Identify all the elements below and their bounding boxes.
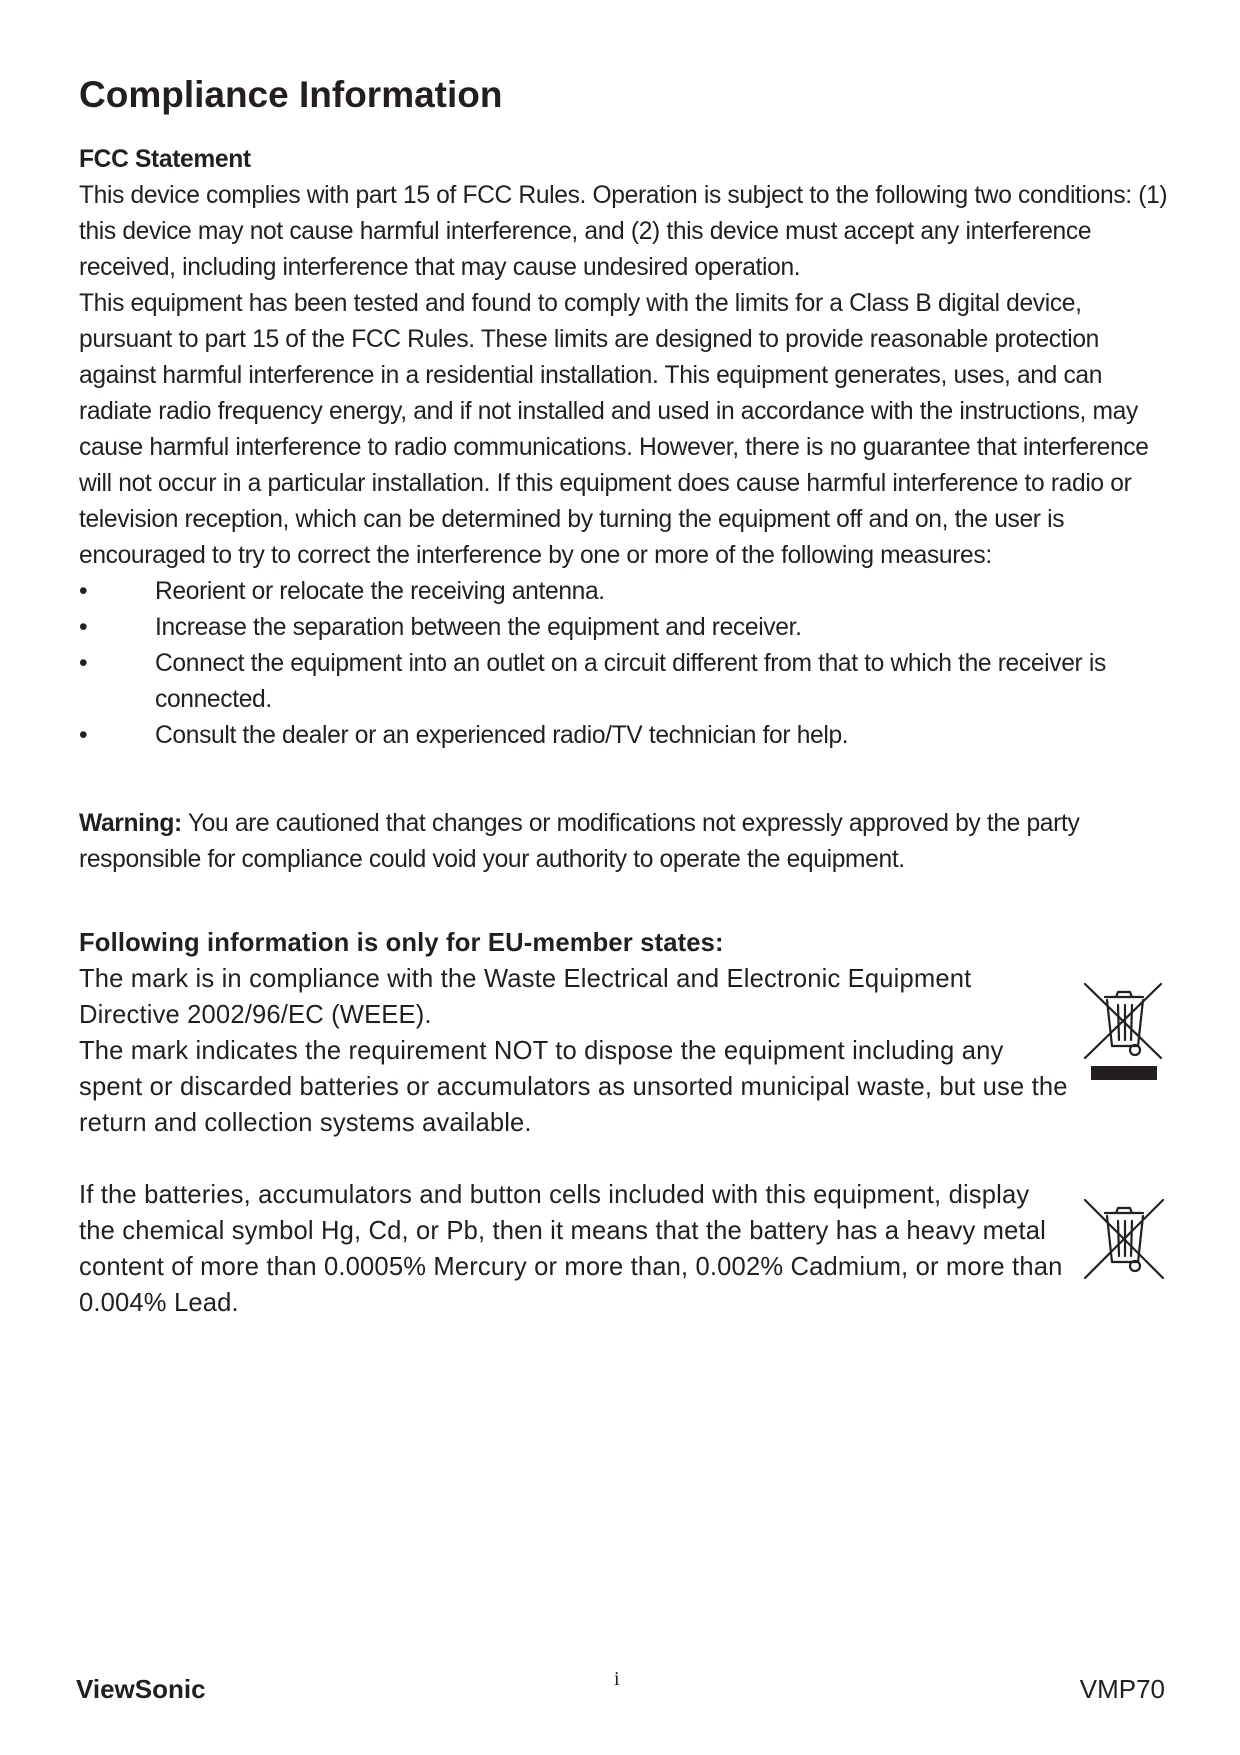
list-item [79, 646, 1169, 718]
fcc-paragraph: This device complies with part 15 of FCC Rules. Operation is subject to the following two conditions: (1) this device may not cause harmful interference, and (2) this device must accept any interference received, including interference that may cause undesired operation. [79, 182, 1168, 281]
measure-text: Connect the equipment into an outlet on a circuit different from that to which the receiver is connected. [155, 650, 1106, 713]
footer-page-number: i [614, 1668, 620, 1690]
list-item [79, 574, 1169, 610]
warning-notice [79, 806, 1169, 878]
bullet-icon: • [79, 650, 88, 677]
fcc-statement-section [79, 142, 1169, 754]
warning-label: Warning: [79, 810, 182, 837]
battery-crossed-bin-icon [1083, 1196, 1165, 1282]
eu-paragraph: The mark is in compliance with the Waste Electrical and Electronic Equipment Directive 2002/96/EC (WEEE). [79, 965, 972, 1029]
warning-text: You are cautioned that changes or modifications not expressly approved by the party responsible for compliance could void your authority to operate the equipment. [79, 810, 1080, 873]
footer-brand: ViewSonic [76, 1674, 206, 1704]
list-item [79, 718, 1169, 754]
eu-information-section [79, 925, 1069, 1321]
list-item [79, 610, 1169, 646]
bullet-icon: • [79, 722, 88, 749]
fcc-paragraph: This equipment has been tested and found to comply with the limits for a Class B digital device, pursuant to part 15 of the FCC Rules. These limits are designed to provide reasonable protection against harmful interference in a residential installation. This equipment generates, uses, and can radiate radio frequency energy, and if not installed and used in accordance with the instructions, may cause harmful interference to radio communications. However, there is no guarantee that interference will not occur in a particular installation. If this equipment does cause harmful interference to radio or television reception, which can be determined by turning the equipment off and on, the user is encouraged to try to correct the interference by one or more of the following measures: [79, 290, 1149, 569]
measure-text: Consult the dealer or an experienced radio/TV technician for help. [155, 722, 849, 749]
measure-text: Reorient or relocate the receiving antenna. [155, 578, 605, 605]
eu-heading: Following information is only for EU-member states: [79, 929, 724, 957]
footer-model: VMP70 [1079, 1674, 1165, 1704]
page-title: Compliance Information [79, 74, 503, 115]
measure-text: Increase the separation between the equipment and receiver. [155, 614, 802, 641]
eu-paragraph: The mark indicates the requirement NOT to dispose the equipment including any spent or discarded batteries or accumulators as unsorted municipal waste, but use the return and collection systems available. [79, 1037, 1068, 1137]
weee-crossed-bin-icon [1083, 980, 1165, 1080]
section-spacer [79, 1141, 1069, 1177]
fcc-measures-list [79, 574, 1169, 754]
bullet-icon: • [79, 578, 88, 605]
bullet-icon: • [79, 614, 88, 641]
fcc-heading: FCC Statement [79, 146, 251, 173]
eu-paragraph: If the batteries, accumulators and button cells included with this equipment, display the chemical symbol Hg, Cd, or Pb, then it means that the battery has a heavy metal content of more than 0.0005% Mercury or more than, 0.002% Cadmium, or more than 0.004% Lead. [79, 1181, 1063, 1317]
